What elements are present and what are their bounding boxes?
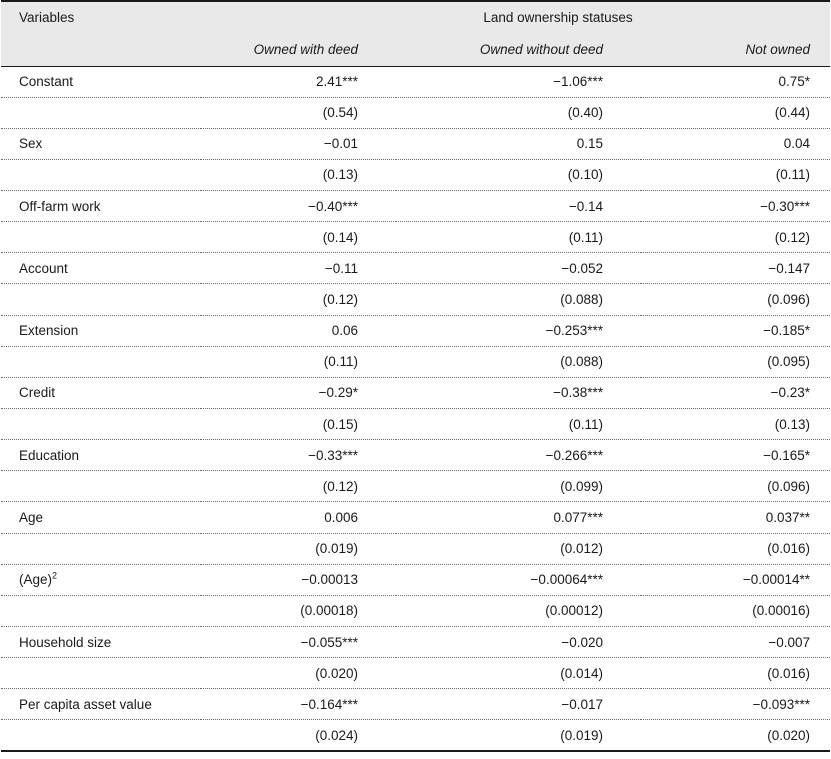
cell-owned-with-deed: (0.15) xyxy=(201,409,396,440)
cell-not-owned: (0.44) xyxy=(641,97,830,128)
row-label xyxy=(1,315,201,346)
cell-not-owned: (0.11) xyxy=(641,159,830,190)
cell-not-owned: (0.096) xyxy=(641,471,830,502)
row-label-text: Age xyxy=(19,510,44,526)
table-row xyxy=(1,222,830,253)
row-label xyxy=(1,97,201,128)
row-label xyxy=(1,191,201,222)
cell-owned-without-deed: (0.088) xyxy=(396,284,641,315)
table-row xyxy=(1,502,830,533)
cell-owned-without-deed: −0.38*** xyxy=(396,377,641,408)
row-label xyxy=(1,284,201,315)
cell-owned-without-deed: −0.00064*** xyxy=(396,564,641,595)
cell-owned-without-deed: 0.15 xyxy=(396,128,641,159)
regression-table-container xyxy=(1,0,830,752)
cell-owned-with-deed: (0.14) xyxy=(201,222,396,253)
row-label-text: (Age) xyxy=(19,572,53,588)
cell-owned-without-deed: −1.06*** xyxy=(396,66,641,97)
table-row xyxy=(1,66,830,97)
header-row-group xyxy=(1,1,830,33)
cell-not-owned: −0.165* xyxy=(641,440,830,471)
cell-owned-without-deed: (0.40) xyxy=(396,97,641,128)
row-label xyxy=(1,502,201,533)
table-row xyxy=(1,564,830,595)
row-label xyxy=(1,222,201,253)
cell-not-owned: (0.13) xyxy=(641,409,830,440)
row-label xyxy=(1,346,201,377)
cell-not-owned: −0.147 xyxy=(641,253,830,284)
cell-owned-with-deed: −0.164*** xyxy=(201,689,396,720)
cell-not-owned: −0.00014** xyxy=(641,564,830,595)
row-label xyxy=(1,409,201,440)
cell-owned-with-deed: (0.024) xyxy=(201,720,396,751)
cell-not-owned: −0.23* xyxy=(641,377,830,408)
cell-not-owned: (0.020) xyxy=(641,720,830,751)
cell-owned-without-deed: (0.10) xyxy=(396,159,641,190)
header-row-columns xyxy=(1,33,830,66)
row-label-text: Constant xyxy=(19,74,74,90)
table-row xyxy=(1,440,830,471)
row-label xyxy=(1,159,201,190)
cell-owned-without-deed: (0.11) xyxy=(396,409,641,440)
cell-owned-without-deed: −0.017 xyxy=(396,689,641,720)
cell-not-owned: (0.00016) xyxy=(641,595,830,626)
cell-owned-with-deed: (0.019) xyxy=(201,533,396,564)
cell-owned-with-deed: −0.055*** xyxy=(201,627,396,658)
row-label xyxy=(1,689,201,720)
cell-not-owned: −0.185* xyxy=(641,315,830,346)
regression-table xyxy=(1,0,830,752)
cell-not-owned: −0.007 xyxy=(641,627,830,658)
cell-not-owned: 0.037** xyxy=(641,502,830,533)
row-label-text: Household size xyxy=(19,634,112,650)
cell-owned-with-deed: (0.11) xyxy=(201,346,396,377)
col-not-owned-header: Not owned xyxy=(641,33,830,66)
table-row xyxy=(1,689,830,720)
cell-owned-with-deed: 0.006 xyxy=(201,502,396,533)
cell-owned-with-deed: (0.12) xyxy=(201,284,396,315)
row-label-text: Per capita asset value xyxy=(19,696,152,712)
row-label xyxy=(1,440,201,471)
cell-owned-without-deed: −0.266*** xyxy=(396,440,641,471)
cell-not-owned: −0.093*** xyxy=(641,689,830,720)
cell-owned-without-deed: (0.014) xyxy=(396,658,641,689)
table-row xyxy=(1,284,830,315)
row-label xyxy=(1,627,201,658)
cell-not-owned: 0.75* xyxy=(641,66,830,97)
cell-not-owned: (0.096) xyxy=(641,284,830,315)
cell-owned-with-deed: −0.11 xyxy=(201,253,396,284)
col-owned-with-deed-header: Owned with deed xyxy=(201,33,396,66)
cell-not-owned: (0.095) xyxy=(641,346,830,377)
table-row xyxy=(1,159,830,190)
cell-owned-with-deed: −0.01 xyxy=(201,128,396,159)
cell-owned-without-deed: 0.077*** xyxy=(396,502,641,533)
cell-owned-without-deed: −0.052 xyxy=(396,253,641,284)
row-label-text: Education xyxy=(19,447,80,463)
row-label-text: Credit xyxy=(19,385,56,401)
table-row xyxy=(1,658,830,689)
variables-header: Variables xyxy=(1,1,201,33)
table-row xyxy=(1,128,830,159)
table-row xyxy=(1,409,830,440)
row-label xyxy=(1,471,201,502)
row-label xyxy=(1,720,201,751)
col-owned-without-deed-header: Owned without deed xyxy=(396,33,641,66)
cell-owned-with-deed: −0.33*** xyxy=(201,440,396,471)
cell-not-owned: (0.12) xyxy=(641,222,830,253)
table-row xyxy=(1,253,830,284)
row-label-text: Account xyxy=(19,260,68,276)
land-ownership-header: Land ownership statuses xyxy=(201,1,830,33)
cell-owned-with-deed: (0.020) xyxy=(201,658,396,689)
cell-owned-without-deed: (0.088) xyxy=(396,346,641,377)
table-row xyxy=(1,97,830,128)
cell-owned-with-deed: 0.06 xyxy=(201,315,396,346)
table-row xyxy=(1,377,830,408)
cell-owned-without-deed: (0.00012) xyxy=(396,595,641,626)
cell-owned-without-deed: (0.012) xyxy=(396,533,641,564)
cell-not-owned: (0.016) xyxy=(641,658,830,689)
cell-owned-without-deed: −0.020 xyxy=(396,627,641,658)
empty-header-cell xyxy=(1,33,201,66)
cell-owned-with-deed: −0.29* xyxy=(201,377,396,408)
cell-owned-with-deed: (0.00018) xyxy=(201,595,396,626)
table-row xyxy=(1,533,830,564)
row-label-text: Off-farm work xyxy=(19,198,101,214)
cell-not-owned: −0.30*** xyxy=(641,191,830,222)
cell-owned-without-deed: (0.019) xyxy=(396,720,641,751)
cell-owned-without-deed: −0.253*** xyxy=(396,315,641,346)
table-row xyxy=(1,346,830,377)
table-body xyxy=(1,1,830,751)
cell-owned-without-deed: −0.14 xyxy=(396,191,641,222)
cell-owned-with-deed: −0.00013 xyxy=(201,564,396,595)
row-label xyxy=(1,595,201,626)
row-label xyxy=(1,564,201,595)
table-row xyxy=(1,595,830,626)
cell-not-owned: (0.016) xyxy=(641,533,830,564)
cell-owned-without-deed: (0.11) xyxy=(396,222,641,253)
table-row xyxy=(1,471,830,502)
cell-owned-with-deed: (0.54) xyxy=(201,97,396,128)
row-label-text: Extension xyxy=(19,323,79,339)
cell-owned-without-deed: (0.099) xyxy=(396,471,641,502)
cell-owned-with-deed: −0.40*** xyxy=(201,191,396,222)
row-label-text: Sex xyxy=(19,136,43,152)
row-label xyxy=(1,66,201,97)
row-label-superscript: 2 xyxy=(52,570,58,581)
row-label xyxy=(1,377,201,408)
row-label xyxy=(1,253,201,284)
cell-owned-with-deed: 2.41*** xyxy=(201,66,396,97)
row-label xyxy=(1,658,201,689)
cell-owned-with-deed: (0.12) xyxy=(201,471,396,502)
table-row xyxy=(1,720,830,751)
cell-owned-with-deed: (0.13) xyxy=(201,159,396,190)
cell-not-owned: 0.04 xyxy=(641,128,830,159)
table-row xyxy=(1,191,830,222)
table-row xyxy=(1,315,830,346)
row-label xyxy=(1,128,201,159)
row-label xyxy=(1,533,201,564)
table-row xyxy=(1,627,830,658)
